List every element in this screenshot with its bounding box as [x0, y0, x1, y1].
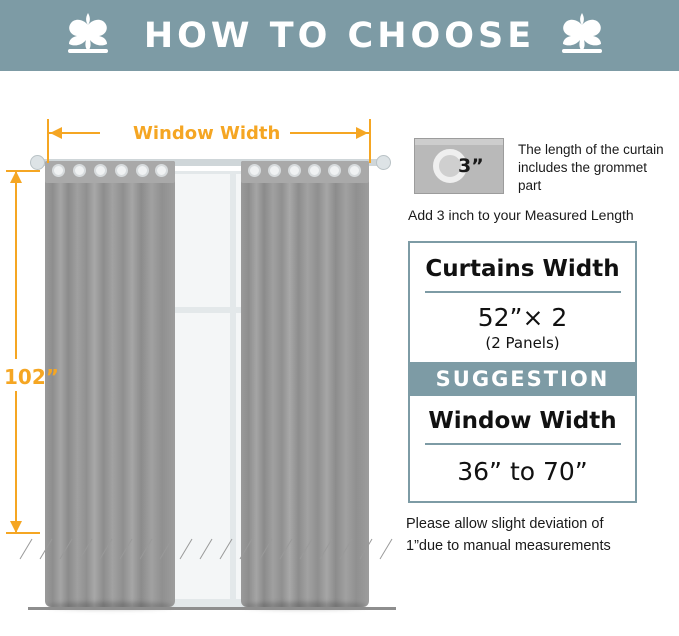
rod-finial-left: [30, 155, 45, 170]
disclaimer-text: [406, 513, 656, 557]
diagram-stage: [0, 71, 679, 636]
grommet-icon: [136, 164, 149, 177]
add-length-note: Add 3 inch to your Measured Length: [408, 207, 634, 223]
grommet-icon: [52, 164, 65, 177]
grommet-note-text: The length of the curtain includes the grommet part: [518, 142, 664, 193]
header-banner: [0, 0, 679, 71]
curtain-panel-left: [45, 161, 175, 607]
floor-line: [28, 607, 396, 610]
card-title-window-width: Window Width: [428, 408, 617, 434]
window-width-label: Window Width: [133, 123, 281, 144]
card-divider-2: [425, 443, 621, 445]
disclaimer-line-1: Please allow slight deviation of: [406, 516, 604, 532]
window-mullion-vertical: [230, 171, 236, 607]
fleur-de-lis-icon-right: [556, 11, 608, 59]
grommet-icon: [328, 164, 341, 177]
grommet-icon: [155, 164, 168, 177]
fleur-de-lis-icon-left: [62, 11, 114, 59]
grommet-icon: [115, 164, 128, 177]
card-window-width-value: 36” to 70”: [457, 457, 588, 486]
curtain-height-label: 102”: [4, 365, 59, 389]
rod-finial-right: [376, 155, 391, 170]
card-curtains-width-value: 52”× 2: [477, 303, 568, 332]
grommet-icon: [248, 164, 261, 177]
disclaimer-line-2: 1”due to manual measurements: [406, 538, 611, 554]
grommet-fabric-strip: [415, 139, 503, 145]
grommet-icon: [73, 164, 86, 177]
grommet-icon: [94, 164, 107, 177]
card-panels-note: (2 Panels): [485, 334, 560, 352]
page-title: HOW TO CHOOSE: [143, 15, 536, 56]
card-suggestion-band: SUGGESTION: [410, 362, 635, 396]
card-divider: [425, 291, 621, 293]
grommet-icon: [268, 164, 281, 177]
grommet-measure-label: 3”: [458, 155, 484, 177]
suggestion-card: [408, 241, 637, 503]
curtain-panel-right: [241, 161, 369, 607]
grommet-icon: [288, 164, 301, 177]
grommet-icon: [348, 164, 361, 177]
card-title-curtains-width: Curtains Width: [425, 256, 620, 282]
grommet-icon: [308, 164, 321, 177]
